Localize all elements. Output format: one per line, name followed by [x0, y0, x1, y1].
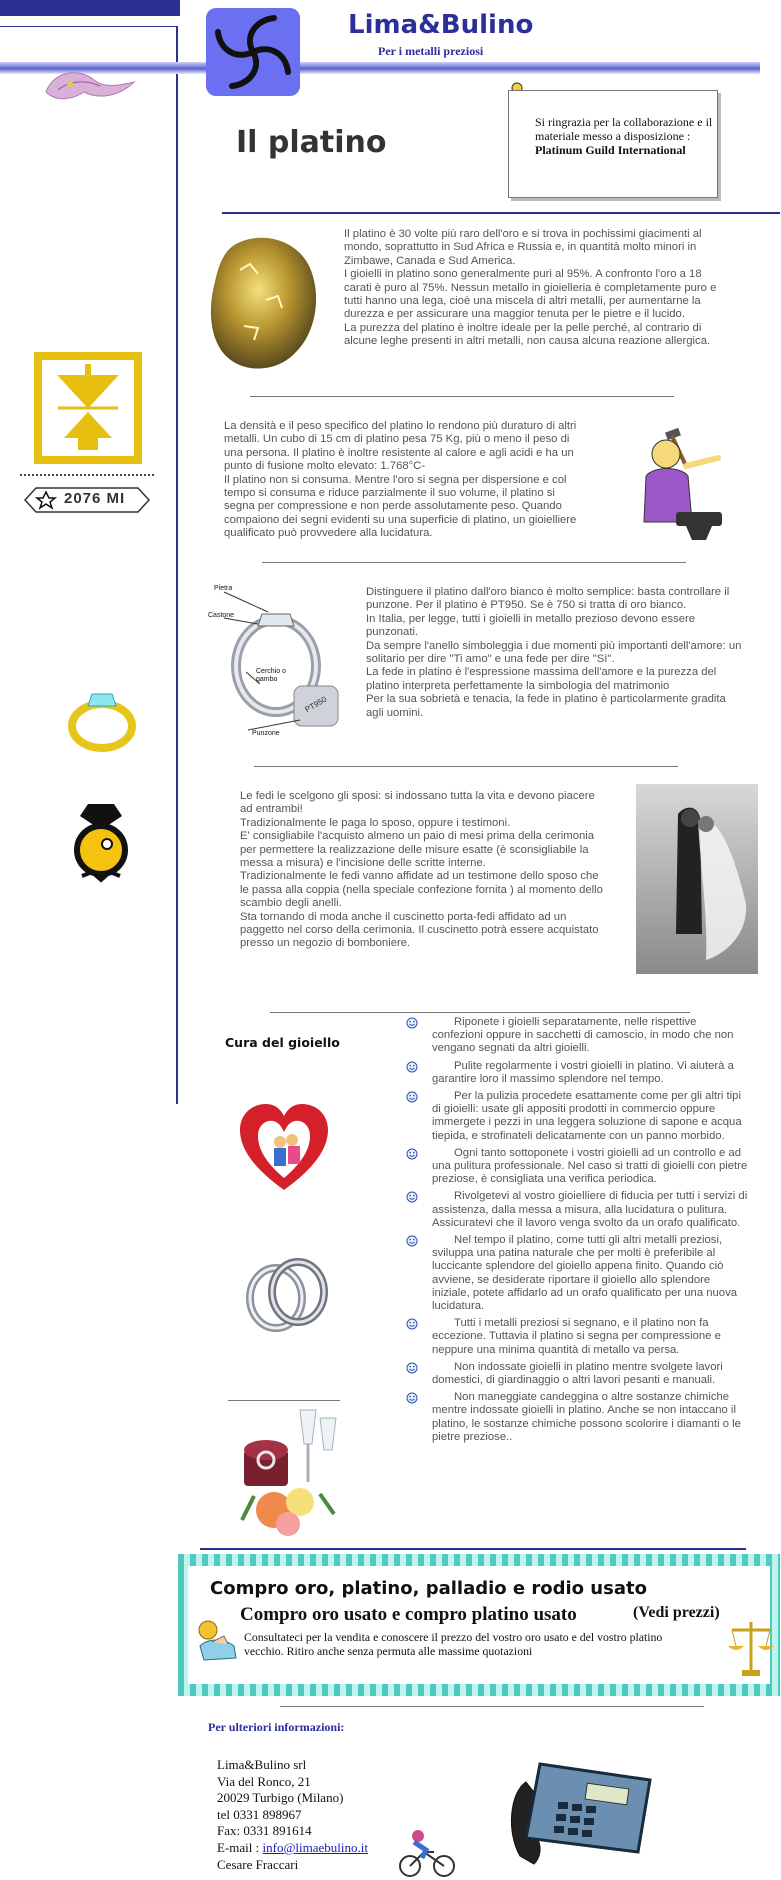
care-tip-text: Per la pulizia procedete esattamente come per gli altri tipi di gioielli: usate gli appositi prodotti in commercio oppure immergete i pezzi in una leggera soluzione di sapone e acqua tiepida, e strofinateli delicatamente con un panno morbido. [432, 1090, 742, 1142]
ring-anatomy-image [210, 580, 344, 736]
divider [0, 26, 176, 27]
promo-banner [178, 1554, 780, 1696]
phone-number: tel 0331 898967 [217, 1806, 302, 1822]
smiley-icon [406, 1235, 418, 1247]
fax-number: Fax: 0331 891614 [217, 1823, 312, 1839]
list-item [406, 1090, 750, 1143]
list-item [406, 1361, 750, 1387]
care-tip-text: Tutti i metalli preziosi si segnano, e il platino non fa eccezione. Tuttavia il platino si segna per compressione e neppure una minima quantità di metallo va persa. [432, 1317, 721, 1356]
brand-name: Lima&Bulino [348, 10, 534, 40]
list-item [406, 1234, 750, 1313]
care-tip-text: Ogni tanto sottoponete i vostri gioielli ad un controllo e ad una pulitura professionale. Nel caso si tratti di gioielli con pietre preziose, è consigliata una verifica periodica. [432, 1146, 748, 1186]
top-left-bar [0, 0, 180, 16]
divider [228, 1400, 340, 1401]
divider [250, 396, 674, 397]
cyclist-mascot-icon [396, 1828, 458, 1878]
visitor-counter [24, 487, 150, 513]
contact-person: Cesare Fraccari [217, 1856, 299, 1872]
promo-body: Consultateci per la vendita e conoscere il prezzo del vostro oro usato e del vostro platino vecchio. Ritiro anche senza permuta alle massime quotazioni [244, 1630, 663, 1658]
care-tip-text: Riponete i gioielli separatamente, nelle rispettive confezioni oppure in sacchetti di camoscio, in modo che non vengano segnati da altri gioielli. [432, 1016, 734, 1055]
blacksmith-figure-icon [626, 426, 734, 544]
diamond-mascot-icon [72, 800, 130, 884]
hand-coins-icon [194, 1618, 240, 1664]
divider [200, 1548, 746, 1550]
care-title: Cura del gioiello [225, 1035, 340, 1050]
care-tip-text: Rivolgetevi al vostro gioielliere di fiducia per tutti i servizi di assistenza, dalla messa a misura, alla lucidatura o pulitura. Assicuratevi che il lavoro venga svolto da un orafo qualificato. [432, 1190, 748, 1229]
list-item [406, 1016, 750, 1056]
thanks-note-org: Platinum Guild International [535, 143, 686, 157]
ring-text: Distinguere il platino dall'oro bianco è molto semplice: basta controllare il punzone. Per il platino è PT950. Se è 750 si tratta di oro bianco. In Italia, per legge, tutti i gioielli in metallo prezioso devono essere punzonati. Da sempre l'anello simboleggia i due momenti più importanti dell'amore: un solitario per dire "Ti amo" e una fede per dire "Sì". La fede in platino è l'espressione massima dell'amore e la purezza del platino interpreta perfettamente la simbologia del matrimonio Per la sua sobrietà e tenacia, la fede in platino è particolarmente gradita agli uomini. [366, 586, 742, 719]
care-tip-text: Nel tempo il platino, come tutti gli altri metalli preziosi, sviluppa una patina naturale che per molti è preferibile al luccicante splendore del gioiello appena finito. Quando ciò avviene, se desiderate riportare il gioiello allo splendore iniziale, potete affidarlo ad un orafo qualificato per una nuova lucidatura. [432, 1234, 738, 1313]
divider [280, 1706, 704, 1707]
ring-box-flowers-icon [234, 1404, 340, 1540]
email-label: E-mail : [217, 1839, 263, 1855]
smiley-icon [406, 1148, 418, 1160]
wedding-rings-icon [236, 1250, 336, 1344]
ring-icon [64, 684, 140, 754]
density-text: La densità e il peso specifico del platino lo rendono più duraturo di altri metalli. Un cubo di 15 cm di platino pesa 75 Kg, più o meno il peso di una persona. Il platino è inoltre resistente al calore e agli acidi e ha un punto di fusione molto elevato: 1.768°C- Il platino non si consuma. Mentre l'oro si segna per dispersione e col tempo si consuma e riduce parzialmente il suo volume, il platino si segna per compressione e non perde assolutamente peso. Quando compaiono dei segni evidenti su una superficie di platino, un gioielliere qualificato può provvedere alla lucidatura. [224, 420, 577, 540]
label-pietra: Pietra [214, 585, 233, 592]
label-castone: Castone [208, 612, 235, 619]
city-address: 20029 Turbigo (Milano) [217, 1790, 344, 1806]
label-punzone: Punzone [252, 730, 280, 737]
telephone-icon[interactable] [500, 1752, 656, 1872]
page-title: Il platino [236, 125, 387, 160]
logo-swirl-icon[interactable] [204, 6, 302, 98]
street-address: Via del Ronco, 21 [217, 1773, 311, 1789]
list-item [406, 1391, 750, 1444]
email-link[interactable]: info@limaebulino.it [262, 1839, 368, 1855]
company-name: Lima&Bulino srl [217, 1757, 307, 1772]
promo-headline: Compro oro, platino, palladio e rodio usato [210, 1578, 647, 1599]
smiley-icon [406, 1191, 418, 1203]
scales-icon [728, 1616, 774, 1678]
brand-tagline: Per i metalli preziosi [378, 44, 484, 58]
list-item [406, 1190, 750, 1230]
wedding-couple-photo [636, 784, 758, 974]
heart-couple-icon [236, 1100, 332, 1196]
divider [222, 212, 780, 214]
visitor-counter-value: 2076 MI [64, 490, 126, 507]
divider [20, 474, 154, 477]
smiley-icon [406, 1017, 418, 1029]
list-item [406, 1060, 750, 1086]
smiley-icon [406, 1392, 418, 1404]
wedding-text: Le fedi le scelgono gli sposi: si indossano tutta la vita e devono piacere ad entrambi! Tradizionalmente le paga lo sposo, oppure i testimoni. E' consigliabile l'acquisto almeno un paio di mesi prima della cerimonia per permettere la realizzazione delle misure esatte (è sconsigliabile la messa a misura) e l'incisione delle scritte interne. Tradizionalmente le fedi vanno affidate ad un testimone dello sposo che le passa alla coppia (nella speciale confezione fornita ) al momento dello scambio degli anelli. Sta tornando di moda anche il cuscinetto porta-fedi affidato ad un paggetto nel corso della cerimonia. Il cuscinetto potrà essere acquistato presso un negozio di bomboniere. [240, 790, 603, 950]
promo-content [188, 1566, 770, 1684]
care-tips-list [406, 1016, 750, 1448]
divider [270, 1012, 690, 1013]
list-item [406, 1147, 750, 1187]
thanks-note-text: Si ringrazia per la collaborazione e il materiale messo a disposizione : [535, 115, 713, 143]
smiley-icon [406, 1091, 418, 1103]
contact-block [217, 1757, 368, 1873]
prices-link[interactable]: (Vedi prezzi) [633, 1604, 720, 1621]
promo-subheadline: Compro oro usato e compro platino usato [240, 1604, 577, 1625]
care-tip-text: Non indossate gioielli in platino mentre svolgete lavori domestici, di giardinaggio o altri lavori pesanti e manuali. [432, 1360, 723, 1387]
care-tip-text: Pulite regolarmente i vostri gioielli in platino. Vi aiuterà a garantire loro il massimo splendore nel tempo. [432, 1059, 734, 1085]
smiley-icon [406, 1061, 418, 1073]
contact-title: Per ulteriori informazioni: [208, 1720, 345, 1734]
divider [254, 766, 678, 767]
intro-text: Il platino è 30 volte più raro dell'oro e si trova in pochissimi giacimenti al mondo, soprattutto in Sud Africa e Russia e, in quantità molto minori in Zimbawe, Canada e Sud America. I gioielli in platino sono generalmente puri al 95%. A confronto l'oro a 18 carati è puro al 75%. Nessun metallo in gioielleria è completamente puro e tutti hanno una lega, cioè una miscela di altri metalli, per aumentarne la durezza e per assicurare una maggior tenuta per le pietre e il lucido. La purezza del platino è inoltre ideale per la pelle perché, al contrario di alcune leghe presenti in altri metalli, non causa alcuna reazione allergica. [344, 228, 717, 348]
leaf-ornament-icon [40, 66, 140, 104]
divider [262, 562, 686, 563]
label-cerchio: Cerchio o gambo [256, 668, 286, 683]
smiley-icon [406, 1318, 418, 1330]
thanks-note [508, 90, 718, 198]
platinum-nugget-image [206, 230, 324, 378]
smiley-icon [406, 1362, 418, 1374]
label-stamp: PT950 [303, 694, 329, 715]
left-vertical-rule [176, 26, 178, 1104]
care-tip-text: Non maneggiate candeggina o altre sostanze chimiche mentre indossate gioielli in platino. Anche se non intaccano il platino, le sostanze chimiche possono scolorire i diamanti o le pietre preziose.. [432, 1391, 741, 1443]
email-row [217, 1840, 368, 1857]
list-item [406, 1317, 750, 1357]
anvil-press-icon [34, 352, 142, 464]
